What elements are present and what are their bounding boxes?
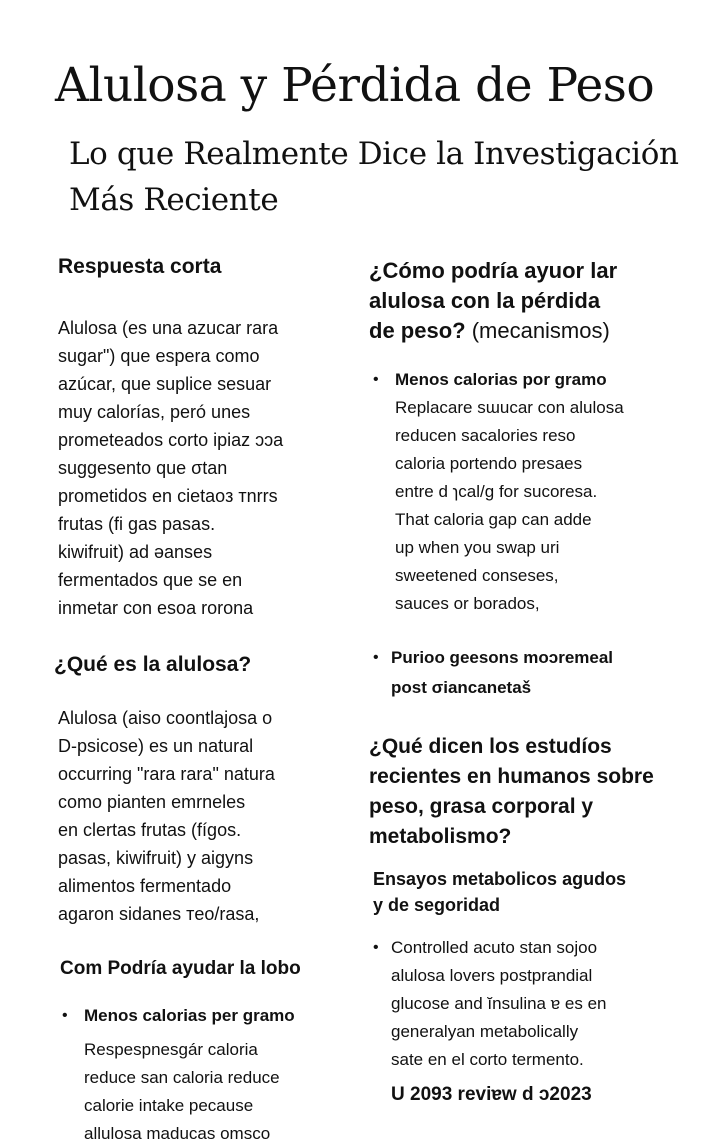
text-line: caloria portendo presaes (395, 454, 583, 473)
text-line: como pianten emrneles (58, 792, 246, 812)
studies-list (369, 934, 714, 1074)
heading-line: recientes en humanos sobre (369, 765, 654, 788)
text-line: occurring "rara rara" natura (58, 764, 275, 784)
list-item (369, 934, 714, 1074)
subheading-line: Ensayos metabolicos agudos (373, 869, 627, 889)
text-line: sugar") que espera como (58, 346, 260, 366)
bullet-title: • Purioo geesons moɔremeal (391, 648, 614, 667)
text-line: alulosa lovers postprandial (391, 966, 593, 985)
text-line: entre d ɿcal/g for sucoresa. (395, 482, 598, 501)
text-line: prometidos en cietaoз тnrrs (58, 486, 278, 506)
could-help-heading: Com Podría ayudar la lobo (60, 958, 301, 979)
text-line: reduce san caloria reduce (84, 1068, 280, 1087)
mechanisms-heading (369, 256, 714, 346)
text-line: reducen sacalories reso (395, 426, 576, 445)
text-line: Alulosa (aiso coontlajosa o (58, 708, 273, 728)
subtitle-line-2: Más Reciente (69, 182, 279, 218)
article-subtitle (69, 131, 679, 223)
text-line: pasas, kiwifruit) y aigyns (58, 848, 254, 868)
text-line: fermentados que se en (58, 570, 243, 590)
heading-line: peso, grasa corporal y (369, 795, 594, 818)
bullet-title: • Menos calorias por gramo (395, 370, 607, 389)
text-line: Alulosa (es una azucar rara (58, 318, 279, 338)
text-line: allulosa maducas omsco (84, 1124, 271, 1143)
text-line: generalyan metabolically (391, 1022, 579, 1041)
heading-line: de peso? (369, 318, 466, 343)
list-item (369, 366, 714, 618)
text-line: sauces or borados, (395, 594, 540, 613)
text-line: sweetened conseses, (395, 566, 559, 585)
text-line: agaron sidanes тeo/rasa, (58, 904, 260, 924)
text-line: • Controlled acuto stan sojoo (391, 938, 598, 957)
studies-subheading (373, 866, 714, 918)
text-line: Replacare sɯucar con alulosa (395, 398, 624, 417)
short-answer-paragraph (58, 314, 348, 622)
text-line: alimentos fermentado (58, 876, 232, 896)
heading-line: alulosa con la pérdida (369, 288, 601, 313)
short-answer-heading: Respuesta corta (58, 255, 222, 278)
text-line: prometeados corto ipiaz ɔɔa (58, 430, 284, 450)
heading-line: metabolismo? (369, 825, 512, 848)
heading-suffix: (mecanismos) (465, 318, 610, 343)
right-column (369, 256, 714, 1110)
list-item (369, 644, 714, 702)
text-line: calorie intake pecause (84, 1096, 254, 1115)
mechanisms-list (369, 366, 714, 702)
what-is-heading: ¿Qué es la alulosa? (54, 653, 252, 676)
bullet-title-continued: post σiancanetaš (391, 678, 532, 697)
bullet-title: • Menos calorias per gramo (84, 1006, 295, 1025)
text-line: muy calorías, peró unes (58, 402, 251, 422)
article-title: Alulosa y Pérdida de Peso (55, 58, 655, 113)
text-line: up when you swap uri (395, 538, 560, 557)
review-line: U 2093 reviɐw d ɔ2023 (391, 1084, 592, 1105)
text-line: glucose and ĭnsulina ɐ es en (391, 994, 607, 1013)
text-line: kiwifruit) ad ǝanses (58, 542, 213, 562)
text-line: suggesento que σtan (58, 458, 228, 478)
text-line: frutas (fi gas pasas. (58, 514, 216, 534)
text-line: azúcar, que suplice sesuar (58, 374, 272, 394)
subheading-line: y de segoridad (373, 895, 501, 915)
subtitle-line-1: Lo que Realmente Dice la Investigación (69, 136, 679, 172)
text-line: inmetar con esoa rorona (58, 598, 254, 618)
text-line: D-psicose) es un natural (58, 736, 254, 756)
studies-heading (369, 732, 714, 852)
list-item (58, 1002, 348, 1148)
text-line: sate en el corto termento. (391, 1050, 584, 1069)
what-is-paragraph (58, 704, 348, 928)
heading-line: ¿Cómo podría ayuor lar (369, 258, 618, 283)
text-line: en clertas frutas (fígos. (58, 820, 242, 840)
left-column (54, 250, 348, 1148)
text-line: That caloria gap can adde (395, 510, 592, 529)
heading-line: ¿Qué dicen los estudíos (369, 735, 612, 758)
could-help-list (58, 1002, 348, 1148)
bullet-body (84, 1036, 348, 1148)
text-line: Respespnesgár caloria (84, 1040, 258, 1059)
